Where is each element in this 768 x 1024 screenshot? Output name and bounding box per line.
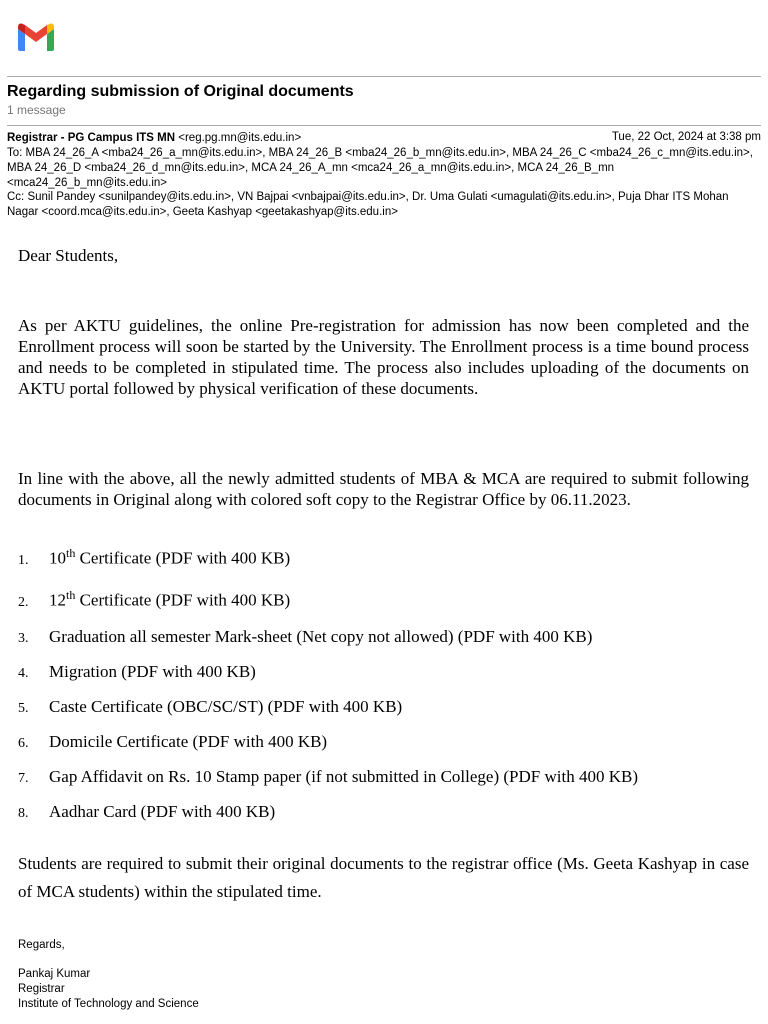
list-item: 1. 10th Certificate (PDF with 400 KB): [18, 546, 291, 568]
thread-divider: [7, 125, 761, 126]
signature-block: [18, 967, 199, 1012]
list-item: 7. Gap Affidavit on Rs. 10 Stamp paper (if not submitted in College) (PDF with 400 KB): [18, 767, 638, 786]
sign-off: Regards,: [18, 939, 65, 951]
body-paragraph-3: Students are required to submit their original documents to the registrar office (Ms. Geeta Kashyap in case of MCA students) within the stipulated time.: [18, 854, 749, 901]
gmail-icon: [16, 22, 56, 52]
list-item: 2. 12th Certificate (PDF with 400 KB): [18, 588, 291, 610]
list-item: 6. Domicile Certificate (PDF with 400 KB): [18, 732, 328, 751]
header-divider: [7, 76, 761, 77]
sender-email: <reg.pg.mn@its.edu.in>: [175, 132, 302, 144]
email-date: Tue, 22 Oct, 2024 at 3:38 pm: [611, 131, 761, 143]
greeting: Dear Students,: [18, 246, 119, 265]
signature-org: Institute of Technology and Science: [18, 998, 199, 1010]
body-paragraph-2: In line with the above, all the newly admitted students of MBA & MCA are required to submit following documents in Original along with colored soft copy to the Registrar Office by 06.11.2023.: [18, 469, 749, 509]
body-paragraph-1: As per AKTU guidelines, the online Pre-registration for admission has now been completed and the Enrollment process will soon be started by the University. The Enrollment process is a time bound process and needs to be completed in stipulated time. The process also includes uploading of the documents on AKTU portal followed by physical verification of these documents.: [18, 316, 749, 398]
sender-name: Registrar - PG Campus ITS MN: [7, 132, 176, 144]
list-item: 8. Aadhar Card (PDF with 400 KB): [18, 802, 276, 821]
list-item: 3. Graduation all semester Mark-sheet (Net copy not allowed) (PDF with 400 KB): [18, 627, 593, 646]
list-item: 5. Caste Certificate (OBC/SC/ST) (PDF with 400 KB): [18, 697, 403, 716]
recipients-cc: Cc: Sunil Pandey <sunilpandey@its.edu.in>, VN Bajpai <vnbajpai@its.edu.in>, Dr. Uma Gulati <umagulati@its.edu.in>, Puja Dhar ITS Mohan Nagar <coord.mca@its.edu.in>, Geeta Kashyap <geetakashyap@its.edu.in>: [7, 191, 729, 218]
list-item: 4. Migration (PDF with 400 KB): [18, 662, 256, 681]
message-count: 1 message: [7, 103, 66, 117]
signature-name: Pankaj Kumar: [18, 968, 91, 980]
recipients-to: To: MBA 24_26_A <mba24_26_a_mn@its.edu.in>, MBA 24_26_B <mba24_26_b_mn@its.edu.in>, MBA 24_26_C <mba24_26_c_mn@its.edu.in>, MBA 24_26_D <mba24_26_d_mn@its.edu.in>, MCA 24_26_A_mn <mca24_26_a_mn@its.edu.in>, MCA 24_26_B_mn <mca24_26_b_mn@its.edu.in>: [7, 147, 753, 189]
email-subject: Regarding submission of Original documents: [7, 83, 354, 100]
signature-title: Registrar: [18, 983, 65, 995]
